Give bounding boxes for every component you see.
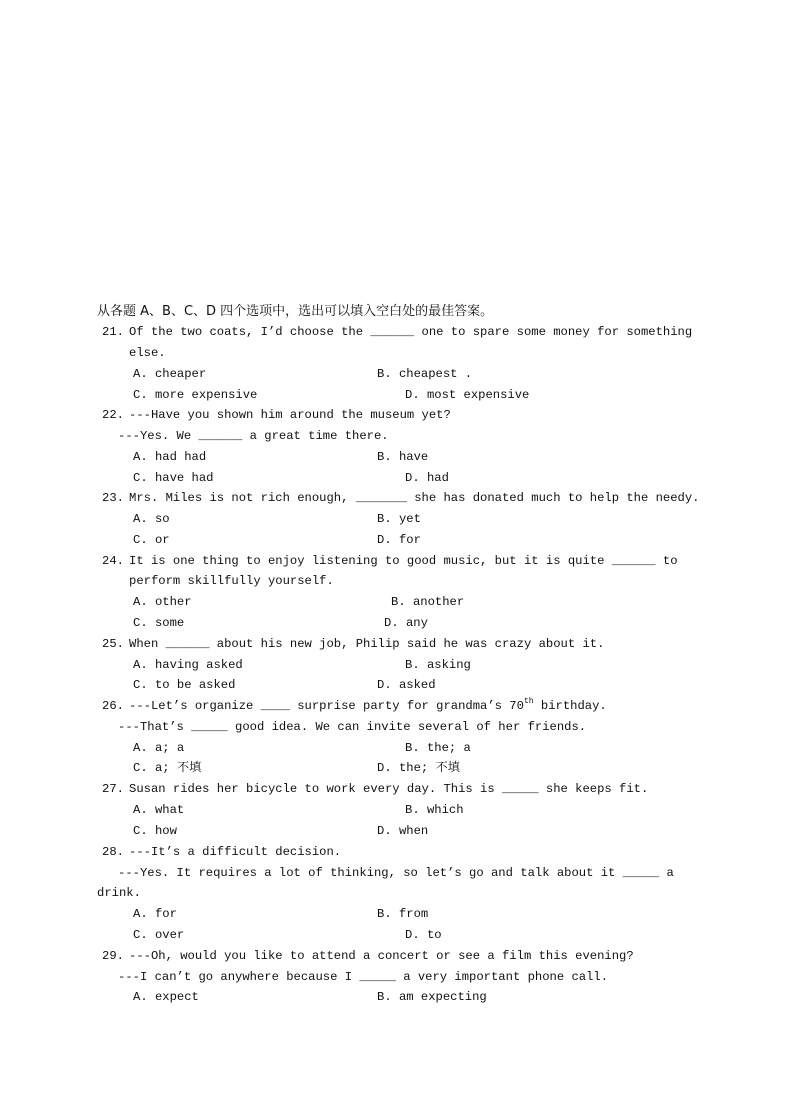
q22-line1: ---Have you shown him around the museum yet? <box>129 408 451 422</box>
q29-number: 29. <box>102 949 124 963</box>
q27-number: 27. <box>102 782 124 796</box>
q28-line2: ---Yes. It requires a lot of thinking, so let’s go and talk about it _____ a <box>118 866 674 880</box>
q21-line1: Of the two coats, I’d choose the ______ one to spare some money for something <box>129 325 693 339</box>
q26-number: 26. <box>102 699 124 713</box>
q24-option-b: B. another <box>391 595 465 609</box>
q24-line1: It is one thing to enjoy listening to good music, but it is quite ______ to <box>129 554 678 568</box>
q24-option-c: C. some <box>133 616 185 630</box>
q22-line2: ---Yes. We ______ a great time there. <box>118 429 389 443</box>
q24-option-a: A. other <box>133 595 192 609</box>
q26-option-d: D. the; 不填 <box>377 761 460 775</box>
instruction-text: 从各题 A、B、C、D 四个选项中，选出可以填入空白处的最佳答案。 <box>97 304 494 319</box>
q29-line2: ---I can’t go anywhere because I _____ a very important phone call. <box>118 970 609 984</box>
q26-option-b: B. the; a <box>405 741 471 755</box>
q21-number: 21. <box>102 325 124 339</box>
q23-number: 23. <box>102 491 124 505</box>
q26-line1-tail: birthday. <box>533 699 607 713</box>
q23-option-c: C. or <box>133 533 170 547</box>
q24-option-d: D. any <box>384 616 428 630</box>
q21-option-a: A. cheaper <box>133 367 207 381</box>
q27-line1: Susan rides her bicycle to work every day. This is _____ she keeps fit. <box>129 782 649 796</box>
q28-line3: drink. <box>97 886 141 900</box>
q25-option-d: D. asked <box>377 678 436 692</box>
q25-number: 25. <box>102 637 124 651</box>
q27-option-d: D. when <box>377 824 429 838</box>
q21-option-b: B. cheapest . <box>377 367 473 381</box>
q27-option-b: B. which <box>405 803 464 817</box>
q22-option-d: D. had <box>405 471 449 485</box>
q22-option-a: A. had had <box>133 450 207 464</box>
q22-number: 22. <box>102 408 124 422</box>
q26-line1 <box>129 698 607 714</box>
q25-option-c: C. to be asked <box>133 678 236 692</box>
q26-option-a: A. a; a <box>133 741 185 755</box>
q28-option-d: D. to <box>405 928 442 942</box>
q28-line1: ---It’s a difficult decision. <box>129 845 342 859</box>
q28-option-b: B. from <box>377 907 429 921</box>
q23-option-d: D. for <box>377 533 421 547</box>
q22-option-c: C. have had <box>133 471 214 485</box>
q22-option-b: B. have <box>377 450 429 464</box>
q23-option-b: B. yet <box>377 512 421 526</box>
q29-option-a: A. expect <box>133 990 199 1004</box>
q26-superscript: th <box>523 697 534 706</box>
q24-number: 24. <box>102 554 124 568</box>
q27-option-a: A. what <box>133 803 185 817</box>
q29-line1: ---Oh, would you like to attend a concert or see a film this evening? <box>129 949 634 963</box>
q25-line1: When ______ about his new job, Philip said he was crazy about it. <box>129 637 605 651</box>
q25-option-b: B. asking <box>405 658 471 672</box>
q21-option-c: C. more expensive <box>133 388 258 402</box>
q21-option-d: D. most expensive <box>405 388 530 402</box>
q29-option-b: B. am expecting <box>377 990 487 1004</box>
q26-line1-text: ---Let’s organize ____ surprise party for grandma’s 70 <box>129 699 524 713</box>
q23-option-a: A. so <box>133 512 170 526</box>
q26-line2: ---That’s _____ good idea. We can invite several of her friends. <box>118 720 587 734</box>
q27-option-c: C. how <box>133 824 177 838</box>
q28-number: 28. <box>102 845 124 859</box>
q28-option-c: C. over <box>133 928 185 942</box>
q23-line1: Mrs. Miles is not rich enough, _______ she has donated much to help the needy. <box>129 491 700 505</box>
q26-option-c: C. a; 不填 <box>133 761 202 775</box>
q24-line2: perform skillfully yourself. <box>129 574 334 588</box>
q25-option-a: A. having asked <box>133 658 243 672</box>
q28-option-a: A. for <box>133 907 177 921</box>
q21-line2: else. <box>129 346 166 360</box>
